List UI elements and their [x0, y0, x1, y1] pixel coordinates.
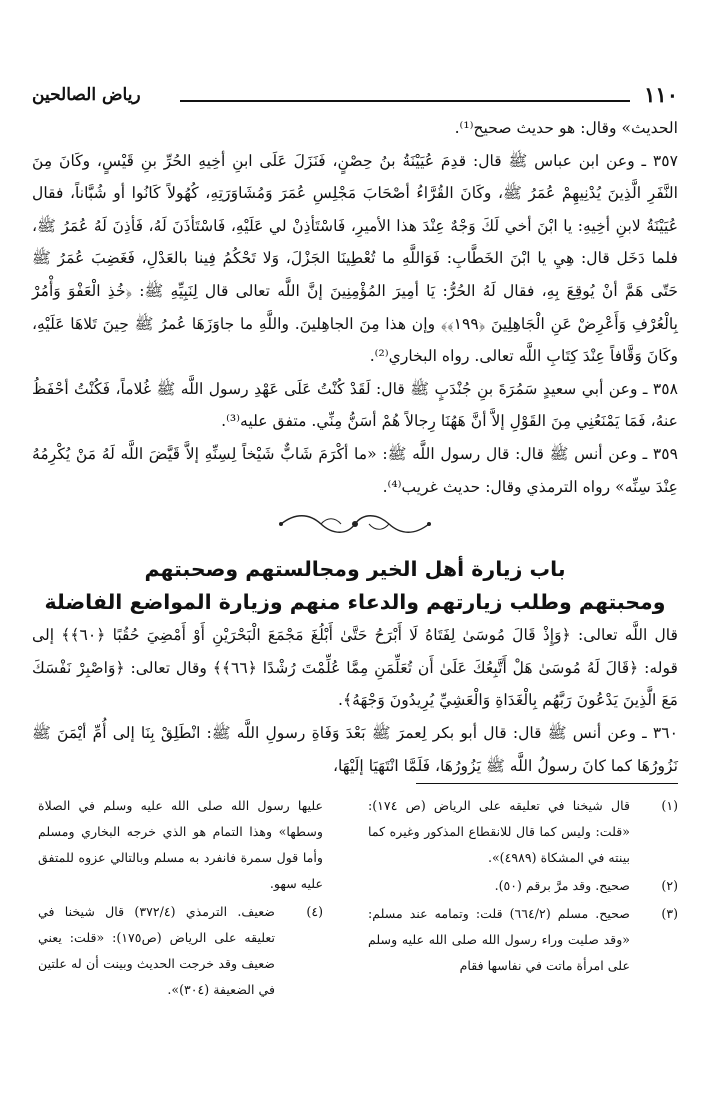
footnote-text: ضعيف. الترمذي (٣٧٢/٤) قال شيخنا في تعليقه على الرياض (ص١٧٥): «قلت: يعني ضعيف وقد خرجت الحديث وبينت أن له علتين في الضعيفة (٣٠٤)». — [38, 904, 275, 997]
footnote-text: قال شيخنا في تعليقه على الرياض (ص ١٧٤): «قلت: وليس كما قال للانقطاع المذكور وغيره كما بينته في المشكاة (٤٩٨٩)». — [368, 798, 630, 865]
footnote-3-continuation — [38, 793, 323, 897]
chapter-title-line-2: ومحبتهم وطلب زيارتهم والدعاء منهم وزيارة المواضع الفاضلة — [44, 590, 666, 615]
running-header — [32, 82, 678, 112]
footnote-text: عليها رسول الله صلى الله عليه وسلم في الصلاة وسطها» وهذا التمام هو الذي خرجه البخاري ومسلم وأما قول سمرة فانفرد به مسلم وبالتالي عزوه للمتفق عليه سهو. — [38, 798, 323, 891]
section-divider-ornament — [275, 511, 435, 537]
footnote-rule — [416, 783, 678, 784]
footnote-text: صحيح. مسلم (٦٦٤/٢) قلت: وتمامه عند مسلم: «وقد صليت وراء رسول الله صلى الله عليه وسلم على امرأة ماتت في نفاسها فقام — [368, 906, 630, 973]
book-title: رياض الصالحين — [32, 85, 141, 105]
header-rule — [180, 100, 630, 102]
previous-hadith-ending: الحديث» وقال: هو حديث صحيح⁽¹⁾. — [454, 119, 678, 137]
footnote-number: (٤) — [306, 904, 323, 919]
footnote-3 — [368, 901, 678, 979]
footnotes — [38, 793, 678, 1083]
main-text — [32, 112, 678, 782]
footnote-2 — [368, 873, 678, 899]
hadith-359: ٣٥٩ ـ وعن أنس ﷺ قال: قال رسول اللَّه ﷺ: «ما أكْرَمَ شَابٌّ شَيْخاً لِسِنِّهِ إلاَّ قَيَّضَ اللَّه لَهُ مَنْ يُكْرِمُهُ عِنْدَ سِنِّه» رواه الترمذي وقال: حديث غريب⁽⁴⁾. — [32, 444, 678, 496]
footnote-4 — [38, 899, 323, 1003]
footnote-number: (٣) — [661, 906, 678, 921]
footnote-number: (٢) — [661, 878, 678, 893]
chapter-title-line-1: باب زيارة أهل الخير ومجالستهم وصحبتهم — [144, 557, 566, 582]
page-number: ١١٠ — [644, 82, 678, 107]
hadith-357: ٣٥٧ ـ وعن ابن عباس ﷺ قال: قدِمَ عُيَيْنَةُ بنُ حِصْنٍ، فَنَزَلَ عَلَى ابنِ أخِيهِ الحُرِّ بنِ قَيْسٍ، وكَانَ مِنَ النَّفَرِ الَّذِينَ يُدْنِيهِمْ عُمَرُ ﷺ، وكَانَ القُرَّاءُ أصْحَابَ مَجْلِسِ عُمَرَ وَمُشَاوَرَتِهِ، كُهُولاً كَانُوا أو شُبَّاناً، فقال عُيَيْنَةُ لابنِ أخِيهِ: يا ابْنَ أخي لَكَ وَجْهٌ عِنْدَ هذا الأميرِ، فَاسْتَأذِنْ لي عَلَيْهِ، فَاسْتَأذَنَ لَهُ، فَأذِنَ لَهُ عُمَرُ ﷺ، فلما دَخَل قال: هِيِ يا ابْنَ الخَطَّابِ: فَوَاللَّهِ ما تُعْطِينَا الجَزْلَ، وَلا تَحْكُمُ فِينا بالعَدْلِ، فَغَضِبَ عُمَرُ ﷺ حَتّى هَمَّ أنْ يُوقِعَ بِهِ، فقال لَهُ الحُرُّ: يَا أمِيرَ المُؤْمِنِينَ إنَّ اللَّه تعالى قال لِنَبِيِّهِ ﷺ: ﴿خُذِ الْعَفْوَ وَأْمُرْ بِالْعُرْفِ وَأَعْرِضْ عَنِ الْجَاهِلِينَ ﴿١٩٩﴾﴾ وإن هذا مِنَ الجاهِلينَ. واللَّهِ ما جاوَزَهَا عُمرُ ﷺ حِينَ تَلاهَا عَلَيْهِ، وكَانَ وَقَّافاً عِنْدَ كِتَابِ اللَّه تعالى. رواه البخاري⁽²⁾. — [32, 151, 678, 366]
footnote-text: صحيح. وقد مرَّ برقم (٥٠). — [494, 878, 630, 893]
footnote-number: (١) — [661, 798, 678, 813]
chapter-quran-verses: قال اللَّه تعالى: ﴿وَإِذْ قَالَ مُوسَىٰ لِفَتَاهُ لَا أَبْرَحُ حَتَّىٰ أَبْلُغَ مَجْمَعَ الْبَحْرَيْنِ أَوْ أَمْضِيَ حُقُبًا ﴿٦٠﴾﴾ إلى قوله: ﴿قَالَ لَهُ مُوسَىٰ هَلْ أَتَّبِعُكَ عَلَىٰ أَن تُعَلِّمَنِ مِمَّا عُلِّمْتَ رُشْدًا ﴿٦٦﴾﴾ وقال تعالى: ﴿وَاصْبِرْ نَفْسَكَ مَعَ الَّذِينَ يَدْعُونَ رَبَّهُم بِالْغَدَاةِ وَالْعَشِيِّ يُرِيدُونَ وَجْهَهُ﴾. — [32, 626, 679, 710]
hadith-360: ٣٦٠ ـ وعن أنس ﷺ قال: قال أبو بكر لِعمرَ ﷺ بَعْدَ وَفَاةِ رسولِ اللَّه ﷺ: انْطَلِقْ بِنَا إلى أُمِّ أيْمَنَ ﷺ نَزُورُهَا كما كانَ رسولُ اللَّه ﷺ يَزُورُهَا، فَلَمَّا انْتَهَيَا إلَيْهَا، — [32, 723, 678, 775]
footnotes-left-column — [38, 793, 323, 1005]
hadith-358: ٣٥٨ ـ وعن أبي سعيدٍ سَمُرَةَ بنِ جُنْدَبٍ ﷺ قال: لَقَدْ كُنْتُ عَلَى عَهْدِ رسول اللَّه ﷺ غُلاماً، فَكُنْتُ أحْفَظُ عنهُ، فَمَا يَمْنَعُنِي مِنَ القَوْلِ إلاَّ أنَّ هَهُنَا رِجالاً هُمْ أسَنُّ مِنِّي. متفق عليه⁽³⁾. — [32, 379, 678, 431]
footnotes-right-column — [368, 793, 678, 981]
footnote-1 — [368, 793, 678, 871]
